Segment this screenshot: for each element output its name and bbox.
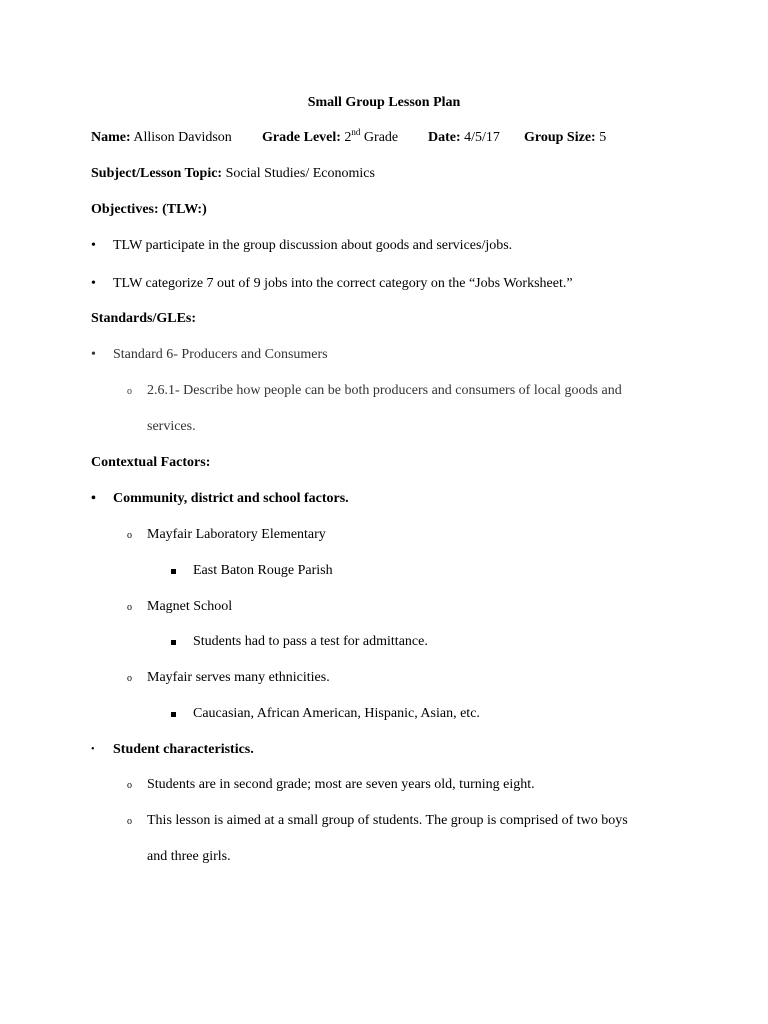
circle-bullet-icon: o [127, 673, 132, 684]
bullet-icon: • [91, 238, 96, 253]
subject-label: Subject/Lesson Topic: [91, 166, 223, 181]
subject-line [91, 165, 375, 183]
circle-bullet-icon: o [127, 816, 132, 827]
circle-bullet-icon: o [127, 602, 132, 613]
standard-item: Standard 6- Producers and Consumers [113, 347, 328, 362]
subject-value: Social Studies/ Economics [225, 166, 375, 181]
grade-word: Grade [363, 130, 399, 145]
bullet-icon: • [91, 347, 96, 362]
parish: East Baton Rouge Parish [193, 563, 333, 578]
school-name: Mayfair Laboratory Elementary [147, 527, 326, 542]
size-value: 5 [599, 130, 607, 145]
square-bullet-icon [171, 633, 176, 651]
date-value: 4/5/17 [464, 130, 500, 145]
student-heading: Student characteristics. [113, 742, 254, 757]
objectives-heading: Objectives: (TLW:) [91, 202, 207, 217]
objective-item-1: TLW participate in the group discussion about goods and services/jobs. [113, 238, 513, 253]
grade-num: 2 [344, 130, 352, 145]
ethnicity-list: Caucasian, African American, Hispanic, Asian, etc. [193, 706, 480, 721]
grade-level [262, 129, 398, 147]
grade-label: Grade Level: [262, 130, 341, 145]
date-label: Date: [428, 130, 461, 145]
standard-sub-line-2: services. [147, 419, 196, 434]
circle-bullet-icon: o [127, 386, 132, 397]
group-line-2: and three girls. [147, 849, 231, 864]
group-size [524, 129, 606, 147]
standards-heading: Standards/GLEs: [91, 311, 197, 326]
bullet-icon: • [91, 276, 96, 291]
name-value: Allison Davidson [133, 130, 232, 145]
contextual-heading: Contextual Factors: [91, 455, 211, 470]
square-bullet-icon [171, 705, 176, 723]
admittance-test: Students had to pass a test for admittance. [193, 634, 428, 649]
bullet-icon: • [91, 744, 95, 755]
ethnicities: Mayfair serves many ethnicities. [147, 670, 330, 685]
size-label: Group Size: [524, 130, 596, 145]
grade-note: Students are in second grade; most are seven years old, turning eight. [147, 777, 535, 792]
header-line [91, 129, 232, 147]
square-bullet-icon [171, 562, 176, 580]
date [428, 129, 500, 147]
name-label: Name: [91, 130, 131, 145]
grade-sup: nd [351, 127, 361, 137]
bullet-icon: • [91, 491, 96, 506]
standard-sub-line-1: 2.6.1- Describe how people can be both producers and consumers of local goods and [147, 383, 622, 398]
objective-item-2: TLW categorize 7 out of 9 jobs into the correct category on the “Jobs Worksheet.” [113, 276, 573, 291]
group-line-1: This lesson is aimed at a small group of students. The group is comprised of two boys [147, 813, 628, 828]
circle-bullet-icon: o [127, 530, 132, 541]
circle-bullet-icon: o [127, 780, 132, 791]
magnet-school: Magnet School [147, 599, 233, 614]
document-title: Small Group Lesson Plan [307, 95, 461, 110]
community-heading: Community, district and school factors. [113, 491, 349, 506]
